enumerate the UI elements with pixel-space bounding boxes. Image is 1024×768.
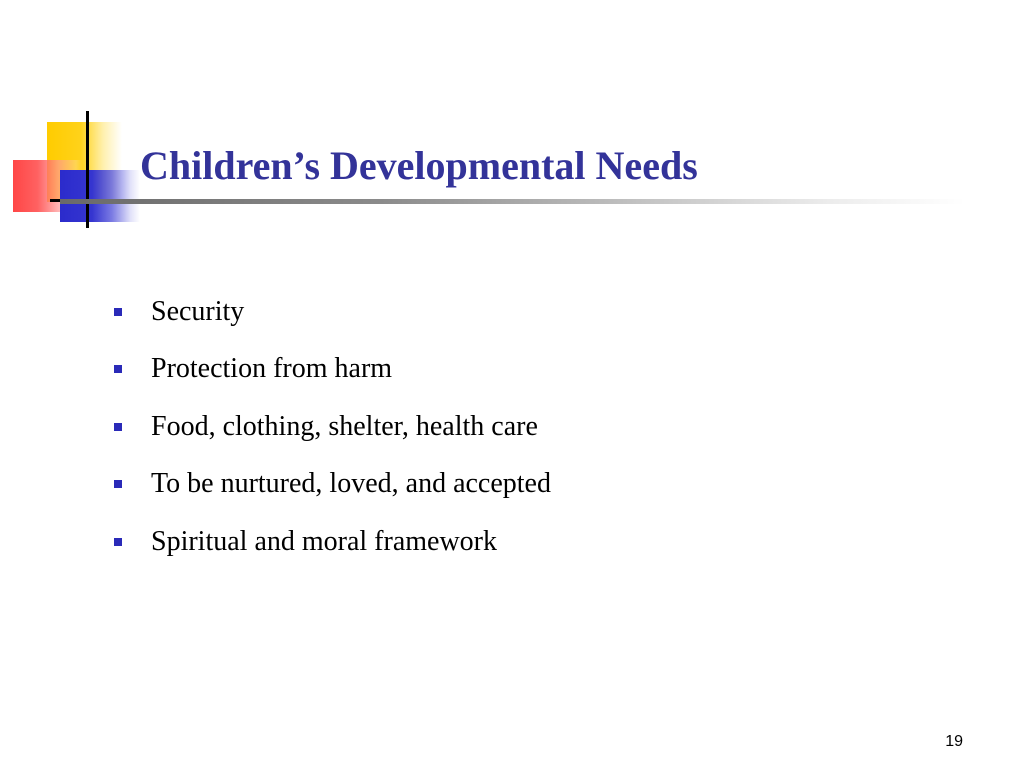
bullet-item: [114, 341, 551, 399]
page-number: 19: [945, 733, 963, 750]
logo-vertical-line: [86, 111, 89, 228]
bullet-text: Security: [151, 295, 245, 327]
bullet-list: [114, 283, 551, 571]
bullet-item: [114, 513, 551, 571]
bullet-item: [114, 456, 551, 514]
slide-title: Children’s Developmental Needs: [140, 143, 698, 188]
bullet-item: [114, 283, 551, 341]
square-bullet-icon: [114, 308, 122, 316]
square-bullet-icon: [114, 538, 122, 546]
square-bullet-icon: [114, 423, 122, 431]
bullet-text: Food, clothing, shelter, health care: [151, 410, 538, 442]
bullet-text: To be nurtured, loved, and accepted: [151, 468, 551, 500]
square-bullet-icon: [114, 480, 122, 488]
bullet-text: Spiritual and moral framework: [151, 525, 498, 557]
logo-blue-square: [60, 170, 140, 222]
bullet-text: Protection from harm: [151, 353, 393, 385]
title-underline: [60, 199, 965, 204]
square-bullet-icon: [114, 365, 122, 373]
bullet-item: [114, 398, 551, 456]
